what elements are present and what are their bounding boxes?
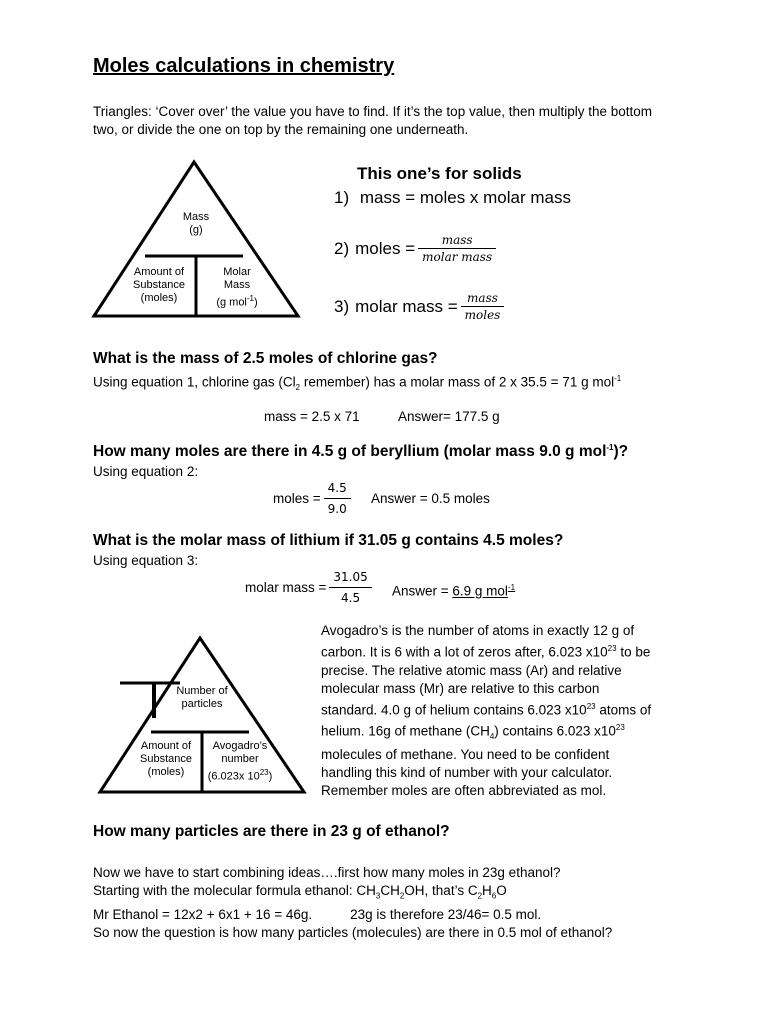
equation-3-fraction: $\frac{\text{mass}}{\text{moles}}$ <box>461 291 505 322</box>
triangle1-top-label: Mass (g) <box>182 211 210 236</box>
equation-2: 2) moles = $\frac{\text{mass}}{\text{molar mass}}$ <box>334 233 499 264</box>
question-2-heading: How many moles are there in 4.5 g of beryllium (molar mass 9.0 g mol$^{-1}$)? <box>93 443 629 461</box>
question-1-calc: mass = 2.5 x 71 <box>264 409 360 424</box>
page-title: Moles calculations in chemistry <box>93 55 395 77</box>
question-3-heading: What is the molar mass of lithium if 31.05 g contains 4.5 moles? <box>93 532 564 549</box>
triangle2-right-label: Avogadro’s number (6.023x $10^{23}$) <box>207 740 273 783</box>
triangle1-right-label: Molar Mass (g mol$^{-1}$) <box>216 266 258 309</box>
avogadro-paragraph: Avogadro’s is the number of atoms in exactly 12 g of carbon. It is 6 with a lot of zeros after, 6.023 $x10^{23}$ to be precise. The relative atomic mass (Ar) and relative molecular mass (Mr) are relative to this carbon standard. 4.0 g of helium contains 6.023 $x10^{23}$ atoms of helium. 16g of methane $(CH_4)$ contains 6.023 $x10^{23}$ molecules of methane. You need to be confident handling this kind of number with your calculator. Remember moles are often abbreviated as mol. <box>321 623 652 799</box>
equation-1: 1) mass = moles x molar mass <box>334 188 571 207</box>
question-3-answer: Answer = 6.9 g mol$^{-1}$ <box>392 583 516 599</box>
solids-heading: This one’s for solids <box>357 164 522 183</box>
question-2-answer: Answer = 0.5 moles <box>371 491 490 506</box>
intro-paragraph: Triangles: ‘Cover over’ the value you have to find. If it’s the top value, then multiply the bottom two, or divide the one on top by the remaining one underneath. <box>93 104 653 137</box>
triangle2-left-label: Amount of Substance (moles) <box>140 740 192 778</box>
question-1-heading: What is the mass of 2.5 moles of chlorine gas? <box>93 350 438 367</box>
triangle2-top-label: Number of particles <box>176 685 228 710</box>
question-2-equation: moles = $\frac{4.5}{9.0}$ <box>273 479 354 518</box>
question-2-text: Using equation 2: <box>93 464 199 479</box>
question-3-equation: molar mass = $\frac{31.05}{4.5}$ <box>245 568 375 607</box>
equation-3: 3) molar mass = $\frac{\text{mass}}{\text{moles}}$ <box>334 291 507 322</box>
question-3-fraction: $\frac{31.05}{4.5}$ <box>329 568 371 607</box>
question-1-answer: Answer= 177.5 g <box>398 409 500 424</box>
triangle1-left-label: Amount of Substance (moles) <box>133 266 185 304</box>
question-1-text: Using equation 1, chlorine gas ($Cl_2$ remember) has a molar mass of 2 x 35.5 = 71 g mol$^{-1}$ <box>93 374 622 393</box>
question-4-text: Now we have to start combining ideas….first how many moles in 23g ethanol? Starting with the molecular formula ethanol: $CH_3CH_2OH$, that’s $C_2H_6O$ Mr Ethanol = 12x2 + 6x1 + 16 = 46g. 23g is therefore 23/46= 0.5 mol. So now the question is how many particles (molecules) are there in 0.5 mol of ethanol? <box>93 865 613 940</box>
question-4-heading: How many particles are there in 23 g of ethanol? <box>93 823 450 840</box>
question-3-text: Using equation 3: <box>93 553 199 568</box>
equation-2-fraction: $\frac{\text{mass}}{\text{molar mass}}$ <box>418 233 496 264</box>
question-2-fraction: $\frac{4.5}{9.0}$ <box>324 479 351 518</box>
